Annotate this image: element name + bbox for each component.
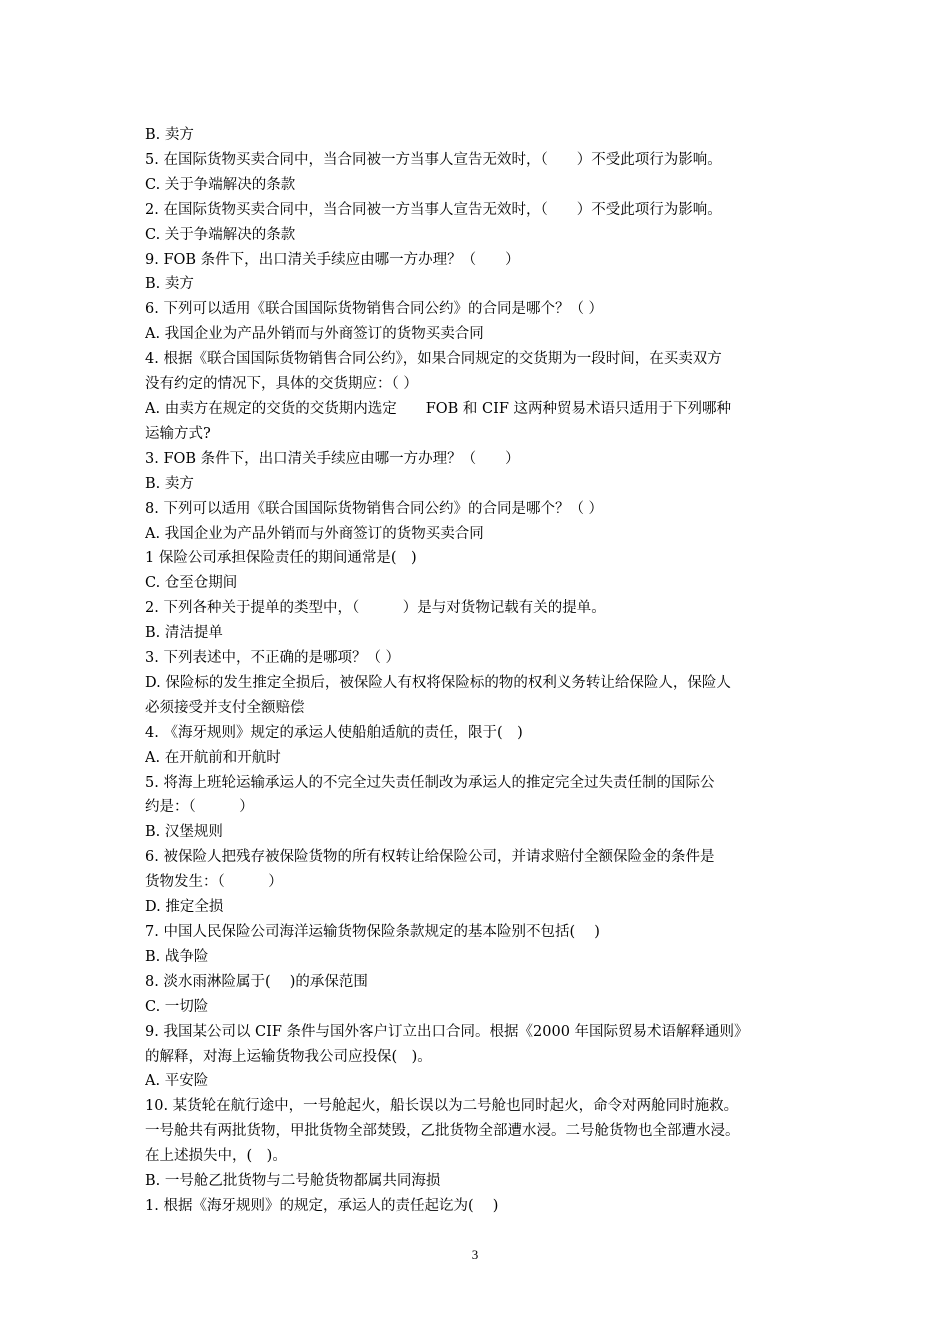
text-line: 必须接受并支付全额赔偿 (145, 699, 305, 716)
text-line: 2. 下列各种关于提单的类型中，（ ）是与对货物记载有关的提单。 (145, 600, 606, 617)
document-body (145, 123, 810, 1219)
text-line: 8. 下列可以适用《联合国国际货物销售合同公约》的合同是哪个？（ ） (145, 500, 604, 517)
text-line: 9. FOB 条件下，出口清关手续应由哪一方办理？（ ） (145, 251, 520, 268)
text-line: 1 保险公司承担保险责任的期间通常是( ) (145, 550, 417, 567)
text-line: D. 保险标的发生推定全损后，被保险人有权将保险标的物的权利义务转让给保险人，保险人 (145, 674, 731, 691)
text-line: B. 一号舱乙批货物与二号舱货物都属共同海损 (145, 1173, 441, 1190)
text-line: B. 汉堡规则 (145, 824, 223, 841)
text-line: 1. 根据《海牙规则》的规定，承运人的责任起讫为( ) (145, 1197, 499, 1214)
text-line: 10. 某货轮在航行途中，一号舱起火，船长误以为二号舱也同时起火，命令对两舱同时施救。 (145, 1098, 739, 1115)
text-line: 3. FOB 条件下，出口清关手续应由哪一方办理？（ ） (145, 450, 520, 467)
text-line: 4. 《海牙规则》规定的承运人使船舶适航的责任，限于( ) (145, 724, 523, 741)
text-line: A. 平安险 (145, 1073, 209, 1090)
text-line: 3. 下列表述中，不正确的是哪项？（ ） (145, 650, 401, 667)
text-line: 约是：（ ） (145, 799, 254, 816)
text-line: A. 我国企业为产品外销而与外商签订的货物买卖合同 (145, 326, 484, 343)
text-line: C. 关于争端解决的条款 (145, 226, 296, 243)
text-line: 5. 在国际货物买卖合同中，当合同被一方当事人宣告无效时，（ ）不受此项行为影响。 (145, 151, 722, 168)
text-line: 9. 我国某公司以 CIF 条件与国外客户订立出口合同。根据《2000 年国际贸易术语解释通则》 (145, 1023, 749, 1040)
text-line: B. 卖方 (145, 475, 194, 492)
text-line: C. 一切险 (145, 998, 209, 1015)
text-line: 6. 下列可以适用《联合国国际货物销售合同公约》的合同是哪个？（ ） (145, 301, 604, 318)
text-line: 货物发生：（ ） (145, 874, 283, 891)
text-line: 7. 中国人民保险公司海洋运输货物保险条款规定的基本险别不包括( ) (145, 924, 600, 940)
text-line: A. 我国企业为产品外销而与外商签订的货物买卖合同 (145, 525, 484, 542)
text-line: A. 由卖方在规定的交货的交货期内选定 FOB 和 CIF 这两种贸易术语只适用于下列哪种 (145, 400, 732, 417)
text-line: B. 战争险 (145, 948, 209, 965)
text-line: 运输方式? (145, 425, 211, 442)
text-line: C. 仓至仓期间 (145, 575, 238, 592)
text-line: 4. 根据《联合国国际货物销售合同公约》，如果合同规定的交货期为一段时间，在买卖双方 (145, 351, 722, 368)
text-line: D. 推定全损 (145, 899, 224, 916)
text-line: 8. 淡水雨淋险属于( )的承保范围 (145, 973, 368, 990)
text-line: C. 关于争端解决的条款 (145, 176, 296, 193)
text-line: B. 卖方 (145, 127, 194, 143)
text-line: 6. 被保险人把残存被保险货物的所有权转让给保险公司，并请求赔付全额保险金的条件是 (145, 849, 715, 866)
page-number: 3 (471, 1247, 479, 1262)
text-line: 2. 在国际货物买卖合同中，当合同被一方当事人宣告无效时，（ ）不受此项行为影响。 (145, 201, 722, 218)
text-line: A. 在开航前和开航时 (145, 749, 281, 766)
text-line: 在上述损失中，( )。 (145, 1148, 287, 1165)
text-line: B. 清洁提单 (145, 625, 223, 642)
text-line: 一号舱共有两批货物，甲批货物全部焚毁，乙批货物全部遭水浸。二号舱货物也全部遭水浸。 (145, 1123, 740, 1140)
text-line: 的解释，对海上运输货物我公司应投保( )。 (145, 1048, 432, 1065)
text-line: 5. 将海上班轮运输承运人的不完全过失责任制改为承运人的推定完全过失责任制的国际公 (145, 774, 715, 791)
text-line: B. 卖方 (145, 276, 194, 293)
text-line: 没有约定的情况下，具体的交货期应：（ ） (145, 376, 418, 393)
